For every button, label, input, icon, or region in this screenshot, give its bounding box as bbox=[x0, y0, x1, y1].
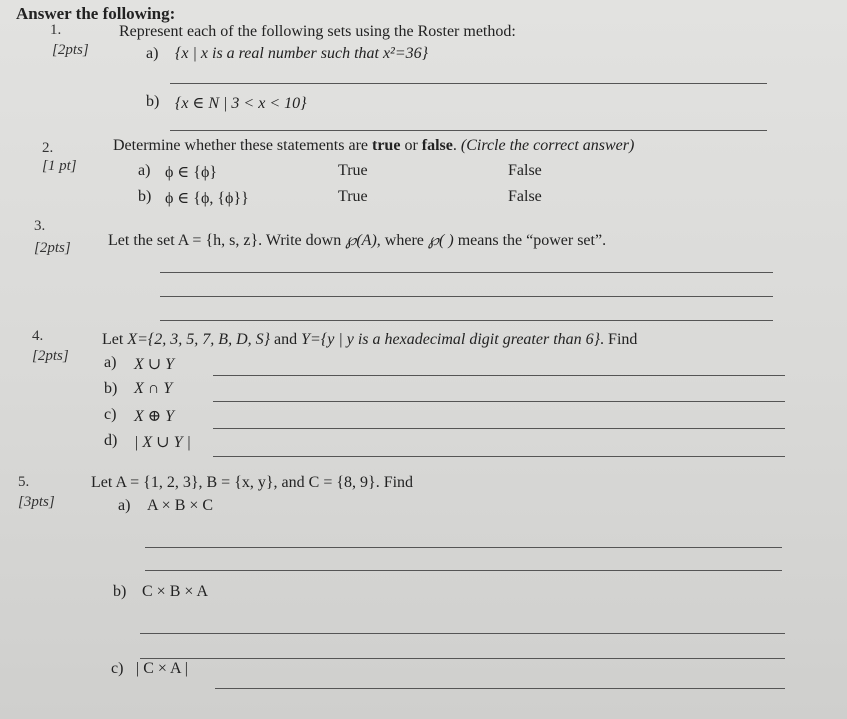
q2-word-true: true bbox=[372, 137, 401, 154]
q4c-expression: X ⊕ Y bbox=[134, 408, 175, 425]
q3-prompt-b: , where bbox=[376, 232, 428, 249]
q3-answer-line-1[interactable] bbox=[160, 272, 773, 273]
q5b-answer-line-2[interactable] bbox=[140, 658, 785, 659]
q4b-expression: X ∩ Y bbox=[134, 380, 173, 397]
q3-power-set-symbol: ℘( ) bbox=[427, 232, 454, 249]
q2b-statement: ϕ ∈ {ϕ, {ϕ}} bbox=[165, 190, 249, 207]
q1a-set: {x | x is a real number such that x²=36} bbox=[175, 45, 429, 62]
q2-prompt-start: Determine whether these statements are bbox=[113, 137, 372, 154]
page-header: Answer the following: bbox=[16, 4, 176, 23]
q5c-answer-line[interactable] bbox=[215, 688, 785, 689]
q5-prompt: Let A = {1, 2, 3}, B = {x, y}, and C = {8, 9}. Find bbox=[91, 474, 414, 491]
q2-prompt bbox=[113, 137, 634, 155]
q2-word-or: or bbox=[400, 137, 422, 154]
q1b-set: {x ∈ N | 3 < x < 10} bbox=[175, 95, 307, 112]
q5a-answer-line-2[interactable] bbox=[145, 570, 782, 571]
q4-prompt-and: and bbox=[270, 331, 302, 348]
q4-number: 4. bbox=[32, 328, 44, 344]
q4-prompt-let: Let bbox=[102, 331, 128, 348]
q5a-answer-line-1[interactable] bbox=[145, 547, 782, 548]
q3-prompt-c: means the “power set”. bbox=[453, 232, 607, 249]
q2b-false-option[interactable]: False bbox=[508, 188, 542, 205]
q3-number: 3. bbox=[34, 218, 46, 234]
q5a-expression: A × B × C bbox=[147, 497, 214, 514]
q4-set-y: Y={y | y is a hexadecimal digit greater than 6} bbox=[301, 331, 601, 348]
q2-number: 2. bbox=[42, 140, 54, 156]
q4a-answer-line[interactable] bbox=[213, 375, 785, 376]
q1b-answer-line[interactable] bbox=[170, 130, 767, 131]
q5-points: [3pts] bbox=[18, 494, 55, 510]
q2-instruction: (Circle the correct answer) bbox=[460, 137, 635, 154]
q4-prompt bbox=[102, 331, 637, 349]
q3-answer-line-2[interactable] bbox=[160, 296, 773, 297]
q5-number: 5. bbox=[18, 474, 30, 490]
q1a-label: a) bbox=[146, 45, 159, 62]
q2-prompt-end: . bbox=[452, 137, 461, 154]
q3-prompt bbox=[108, 230, 606, 250]
q4-points: [2pts] bbox=[32, 348, 69, 364]
q4d-label: d) bbox=[104, 432, 118, 449]
q2a-statement: ϕ ∈ {ϕ} bbox=[165, 164, 218, 181]
q1-number: 1. bbox=[50, 22, 62, 38]
q1-prompt: Represent each of the following sets using the Roster method: bbox=[119, 23, 516, 40]
q2a-label: a) bbox=[138, 162, 151, 179]
q4-prompt-find: . Find bbox=[600, 331, 638, 348]
q4a-expression: X ∪ Y bbox=[134, 356, 175, 373]
q5b-answer-line-1[interactable] bbox=[140, 633, 785, 634]
q5c-label: c) bbox=[111, 660, 124, 677]
q5a-label: a) bbox=[118, 497, 131, 514]
q4b-label: b) bbox=[104, 380, 118, 397]
q4c-label: c) bbox=[104, 406, 117, 423]
q3-answer-line-3[interactable] bbox=[160, 320, 773, 321]
q4a-label: a) bbox=[104, 354, 117, 371]
q1b-label: b) bbox=[146, 93, 160, 110]
q4d-expression: | X ∪ Y | bbox=[134, 434, 191, 451]
q5b-expression: C × B × A bbox=[142, 583, 209, 600]
q2a-false-option[interactable]: False bbox=[508, 162, 542, 179]
q2b-true-option[interactable]: True bbox=[338, 188, 368, 205]
q4d-answer-line[interactable] bbox=[213, 456, 785, 457]
q4-set-x: X={2, 3, 5, 7, B, D, S} bbox=[127, 331, 271, 348]
q5c-expression: | C × A | bbox=[136, 660, 188, 677]
q4c-answer-line[interactable] bbox=[213, 428, 785, 429]
q2-points: [1 pt] bbox=[42, 158, 77, 174]
q2b-label: b) bbox=[138, 188, 152, 205]
q2a-true-option[interactable]: True bbox=[338, 162, 368, 179]
q4b-answer-line[interactable] bbox=[213, 401, 785, 402]
q3-power-set-a: ℘(A) bbox=[345, 232, 377, 249]
q3-points: [2pts] bbox=[34, 240, 71, 256]
q2-word-false: false bbox=[421, 137, 453, 154]
q1-points: [2pts] bbox=[52, 42, 89, 58]
q5b-label: b) bbox=[113, 583, 127, 600]
q3-prompt-a: Let the set A = {h, s, z}. Write down bbox=[108, 232, 346, 249]
q1a-answer-line[interactable] bbox=[170, 83, 767, 84]
